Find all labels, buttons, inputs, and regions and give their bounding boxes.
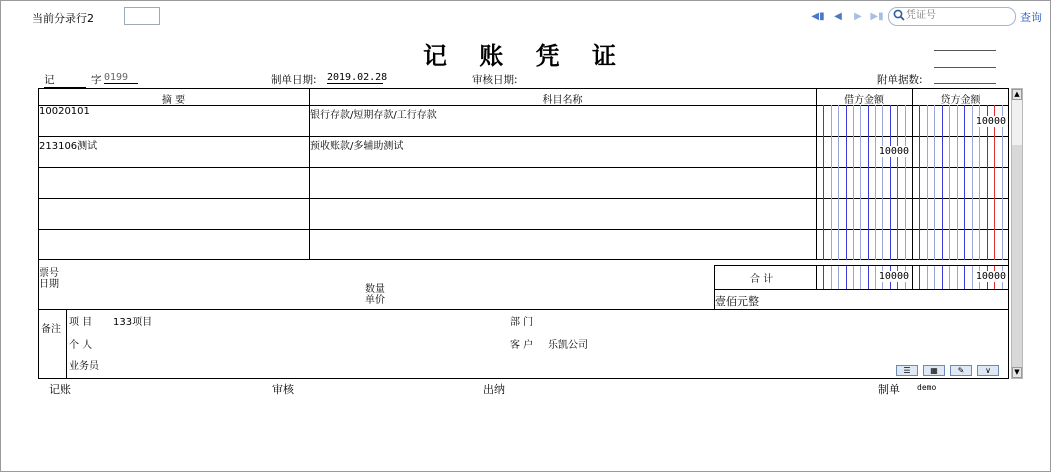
edit-notes-icon[interactable]: ✎ [950, 365, 972, 376]
title-underline [934, 83, 996, 84]
maker-value: demo [917, 383, 937, 392]
summary-column-header: 摘 要 [161, 95, 186, 106]
credit-column-header: 贷方金额 [940, 95, 981, 106]
quantity-label: 数量 [365, 284, 385, 295]
scroll-down-icon[interactable]: ▼ [1012, 367, 1022, 378]
previous-record-icon[interactable]: ◀ [834, 11, 842, 22]
voucher-title: 记 账 凭 证 [422, 41, 629, 70]
project-label: 项 目 [69, 317, 93, 328]
ticket-no-label: 票号 [39, 268, 59, 279]
voucher-search-input[interactable] [906, 8, 1006, 23]
bookkeeper-label: 记账 [49, 383, 71, 396]
current-row-label: 当前分录行2 [32, 12, 94, 25]
voucher-number-field[interactable]: 0199 [104, 72, 138, 84]
customer-label: 客 户 [510, 340, 534, 351]
summary-cell[interactable]: 10020101 [39, 106, 90, 117]
card-view-icon[interactable]: ▦ [923, 365, 945, 376]
query-button[interactable]: 查询 [1020, 11, 1042, 24]
table-row[interactable] [38, 105, 1009, 136]
salesman-label: 业务员 [69, 361, 99, 372]
expand-icon[interactable]: ∨ [977, 365, 999, 376]
total-label: 合 计 [750, 274, 774, 285]
next-record-icon[interactable]: ▶ [854, 11, 862, 22]
credit-total: 10000 [975, 271, 1006, 282]
account-cell[interactable]: 预收账款/多辅助测试 [310, 141, 404, 152]
zi-label: 字 [91, 74, 102, 86]
table-row[interactable] [38, 167, 1009, 198]
search-icon [893, 9, 905, 21]
department-label: 部 门 [510, 317, 534, 328]
debit-amount-cell[interactable]: 10000 [878, 146, 909, 157]
title-underline [934, 67, 996, 68]
debit-column-header: 借方金额 [844, 95, 884, 106]
maker-label: 制单 [878, 383, 900, 396]
project-value: 133项目 [113, 317, 153, 328]
list-view-icon[interactable]: ☰ [896, 365, 918, 376]
debit-total: 10000 [878, 271, 909, 282]
date-label: 制单日期: [271, 74, 317, 86]
notes-label: 备注 [41, 324, 61, 335]
attachments-label: 附单据数: [877, 74, 923, 86]
account-cell[interactable]: 银行存款/短期存款/工行存款 [310, 110, 437, 121]
voucher-type-field[interactable]: 记 [44, 72, 86, 88]
cashier-label: 出纳 [483, 383, 505, 396]
current-row-box[interactable] [124, 7, 160, 25]
ticket-date-label: 日期 [39, 279, 59, 290]
table-row[interactable] [38, 136, 1009, 167]
first-record-icon[interactable]: ◀▮ [811, 11, 825, 22]
audit-date-label: 审核日期: [472, 74, 518, 86]
amount-in-words: 壹佰元整 [715, 295, 759, 308]
vertical-scrollbar[interactable] [1011, 88, 1023, 379]
scroll-thumb[interactable] [1012, 145, 1022, 367]
unit-price-label: 单价 [365, 295, 385, 306]
scroll-up-icon[interactable]: ▲ [1012, 89, 1022, 100]
date-field[interactable]: 2019.02.28 [327, 72, 388, 83]
table-row[interactable] [38, 229, 1009, 260]
last-record-icon[interactable]: ▶▮ [870, 11, 884, 22]
summary-cell[interactable]: 213106测试 [39, 141, 98, 152]
credit-amount-cell[interactable]: 10000 [975, 116, 1006, 127]
title-underline [934, 50, 996, 51]
person-label: 个 人 [69, 340, 93, 351]
auditor-label: 审核 [272, 383, 294, 396]
account-column-header: 科目名称 [542, 95, 583, 106]
table-row[interactable] [38, 198, 1009, 229]
customer-value: 乐凯公司 [548, 340, 588, 351]
